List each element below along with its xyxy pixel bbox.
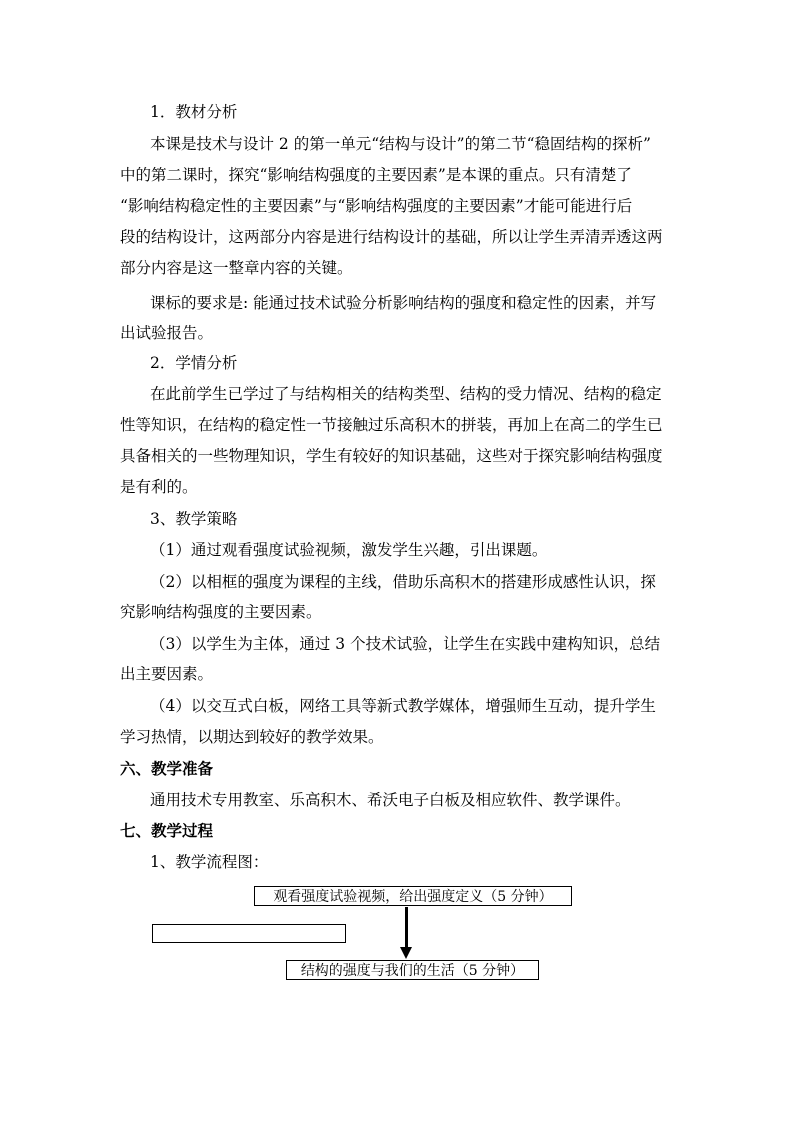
- strategy-item: 学习热情，以期达到较好的教学效果。: [120, 728, 384, 746]
- paragraph-line: 出试验报告。: [120, 324, 214, 342]
- paragraph-line: 是有利的。: [120, 478, 198, 496]
- flowchart-caption: 1、教学流程图：: [150, 853, 269, 871]
- strategy-item: 究影响结构强度的主要因素。: [120, 603, 322, 621]
- paragraph-line: 通用技术专用教室、乐高积木、希沃电子白板及相应软件、教学课件。: [150, 791, 631, 809]
- strategy-item: 出主要因素。: [120, 665, 214, 683]
- flowchart-step-1: 观看强度试验视频，给出强度定义（5 分钟）: [254, 886, 572, 906]
- paragraph-line: 部分内容是这一整章内容的关键。: [120, 259, 353, 277]
- paragraph-line: 性等知识，在结构的稳定性一节接触过乐高积木的拼装，再加上在高二的学生已: [120, 416, 663, 434]
- strategy-item: （1）通过观看强度试验视频，激发学生兴趣，引出课题。: [150, 541, 548, 559]
- flowchart-empty-box: [152, 924, 346, 943]
- paragraph-line: 段的结构设计，这两部分内容是进行结构设计的基础，所以让学生弄清弄透这两: [120, 228, 663, 246]
- paragraph-line: 在此前学生已学过了与结构相关的结构类型、结构的受力情况、结构的稳定: [150, 385, 662, 403]
- section-2-title: 2．学情分析: [150, 354, 238, 372]
- section-3-title: 3、教学策略: [150, 510, 238, 528]
- paragraph-line: 具备相关的一些物理知识，学生有较好的知识基础，这些对于探究影响结构强度: [120, 447, 663, 465]
- paragraph-line: 课标的要求是: 能通过技术试验分析影响结构的强度和稳定性的因素，并写: [150, 294, 657, 312]
- flowchart-arrow-shaft: [405, 907, 408, 949]
- flowchart-arrow-down-icon: [400, 947, 412, 959]
- strategy-item: （3）以学生为主体，通过 3 个技术试验，让学生在实践中建构知识，总结: [150, 635, 661, 653]
- paragraph-line: 本课是技术与设计 2 的第一单元“结构与设计”的第二节“稳固结构的探析”: [150, 135, 651, 153]
- section-1-title: 1．教材分析: [150, 103, 238, 121]
- paragraph-line: 中的第二课时，探究“影响结构强度的主要因素”是本课的重点。只有清楚了: [120, 166, 632, 184]
- strategy-item: （4）以交互式白板，网络工具等新式教学媒体，增强师生互动，提升学生: [150, 697, 656, 715]
- strategy-item: （2）以相框的强度为课程的主线，借助乐高积木的搭建形成感性认识，探: [150, 573, 656, 591]
- section-7-title: 七、教学过程: [120, 821, 214, 840]
- section-6-title: 六、教学准备: [120, 759, 214, 778]
- flowchart-step-2: 结构的强度与我们的生活（5 分钟）: [286, 960, 539, 980]
- paragraph-line: “影响结构稳定性的主要因素”与“影响结构强度的主要因素”才能可能进行后: [120, 197, 633, 215]
